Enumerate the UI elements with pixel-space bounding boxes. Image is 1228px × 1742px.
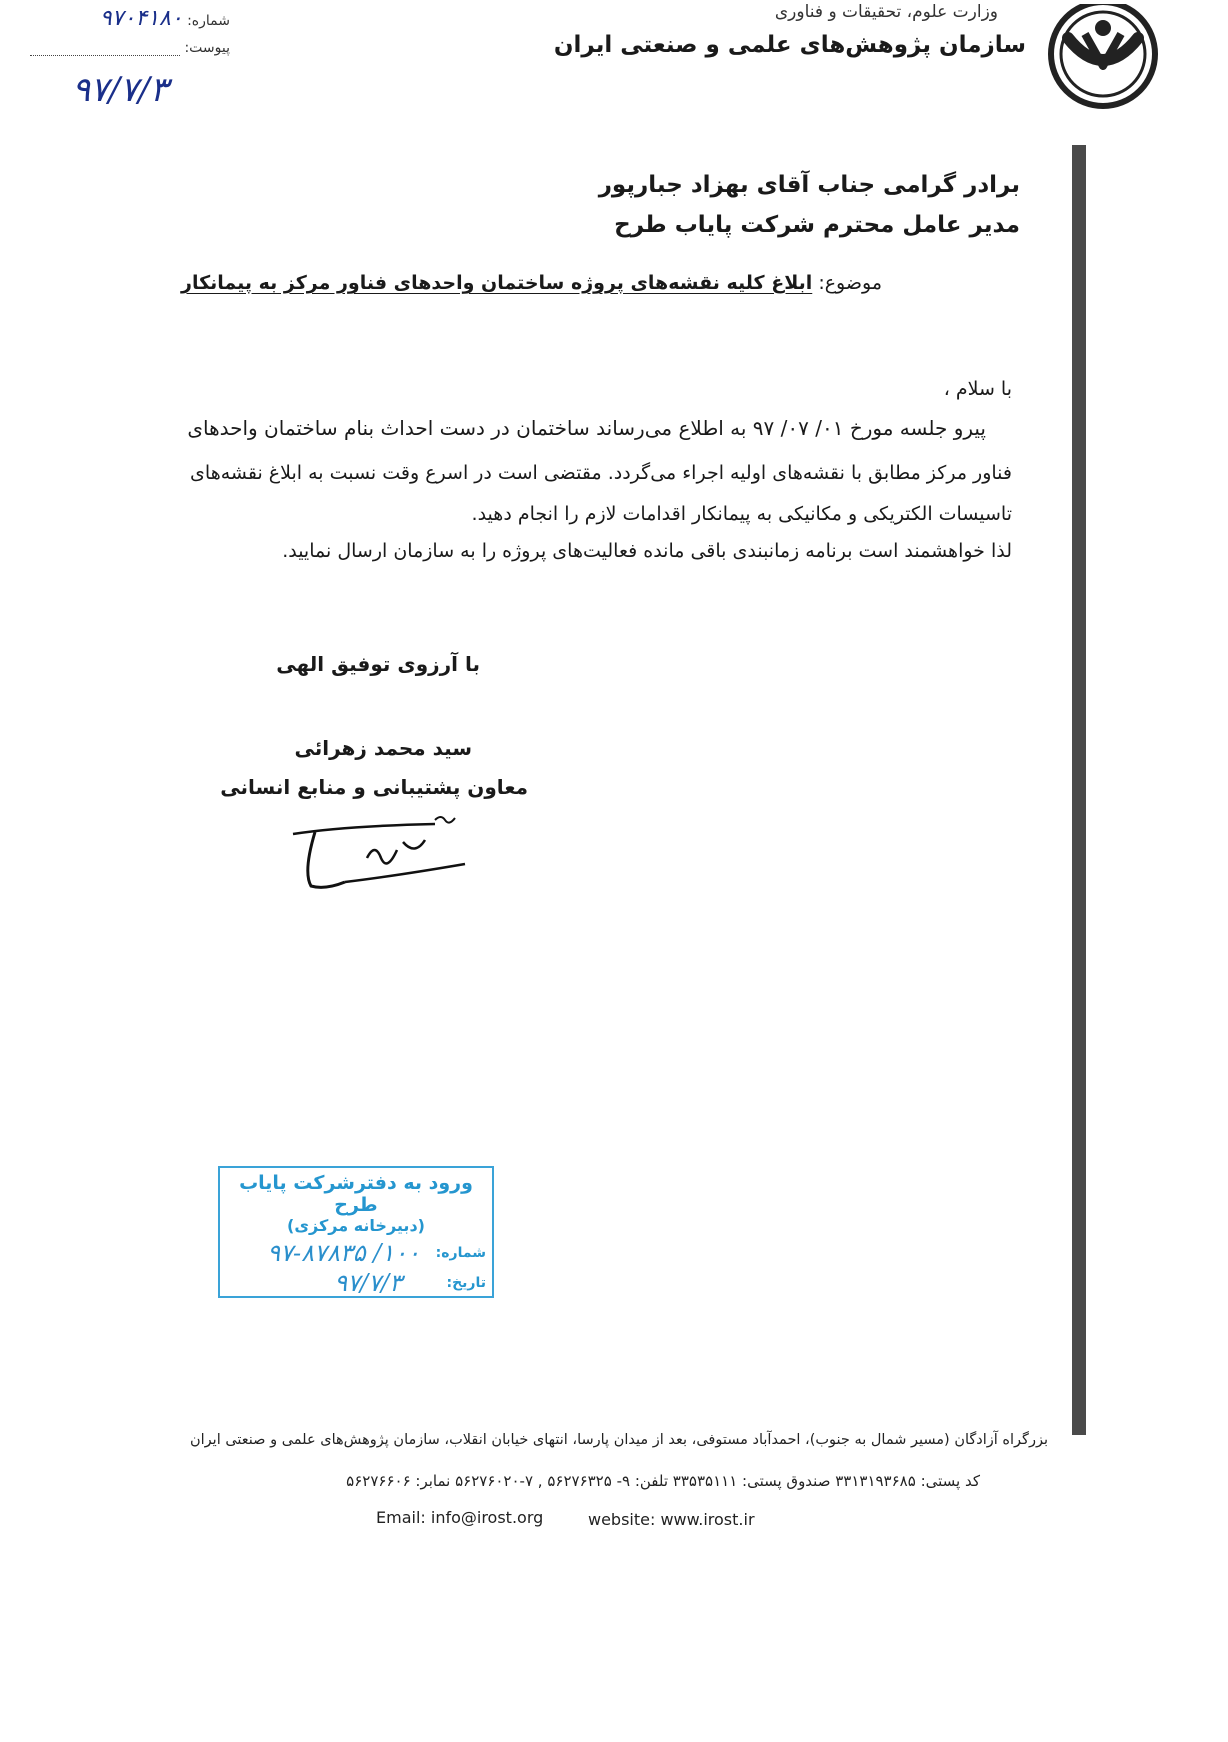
signature-icon <box>285 812 475 892</box>
greeting: با سلام ، <box>943 378 1012 400</box>
footer-email: Email: info@irost.org <box>376 1508 544 1527</box>
stamp-subtitle: (دبیرخانه مرکزی) <box>287 1216 425 1235</box>
attachment-row <box>30 40 230 56</box>
body-line-1: پیرو جلسه مورخ ۰۱/ ۰۷/ ۹۷ به اطلاع می‌رساند ساختمان در دست احداث بنام ساختمان واحدهای <box>187 416 986 440</box>
subject-row <box>181 272 882 294</box>
recipient-line-1: برادر گرامی جناب آقای بهزاد جبارپور <box>598 172 1020 198</box>
footer-website: website: www.irost.ir <box>588 1510 755 1529</box>
closing-wish: با آرزوی توفیق الهی <box>276 652 480 676</box>
attachment-label: پیوست: <box>184 40 230 56</box>
signer-title: معاون پشتیبانی و منابع انسانی <box>220 775 528 799</box>
body-line-4: لذا خواهشمند است برنامه زمانبندی باقی مانده فعالیت‌های پروژه را به سازمان ارسال نمایید. <box>282 540 1012 562</box>
recipient-line-2: مدیر عامل محترم شرکت پایاب طرح <box>614 212 1020 238</box>
stamp-date-row <box>220 1269 492 1299</box>
stamp-title: ورود به دفترشرکت پایاب طرح <box>239 1172 473 1216</box>
attachment-blank <box>30 41 180 56</box>
stamp-date-value: ۹۷/۷/۳ <box>334 1269 402 1297</box>
organization-name: سازمان پژوهش‌های علمی و صنعتی ایران <box>553 32 1026 58</box>
letter-number-label: شماره: <box>187 13 230 29</box>
footer-address: بزرگراه آزادگان (مسیر شمال به جنوب)، احمدآباد مستوفی، بعد از میدان پارسا، انتهای خیابان انقلاب، سازمان پژوهش‌های علمی و صنعتی ایران <box>189 1432 1048 1448</box>
footer-contacts: کد پستی: ۳۳۱۳۱۹۳۶۸۵ صندوق پستی: ۳۳۵۳۵۱۱۱ تلفن: ۹- ۵۶۲۷۶۳۲۵ , ۷-۵۶۲۷۶۰۲۰ نمابر: ۵۶۲۷۶۶۰۶ <box>346 1472 980 1490</box>
subject-text: ابلاغ کلیه نقشه‌های پروژه ساختمان واحدهای فناور مرکز به پیمانکار <box>181 272 813 294</box>
letter-number-value: ۹۷۰۴۱۸۰ <box>99 6 183 31</box>
body-line-3: تاسیسات الکتریکی و مکانیکی به پیمانکار اقدامات لازم را انجام دهید. <box>471 503 1012 525</box>
entry-stamp <box>218 1166 494 1298</box>
stamp-number-value: ۱۰۰/ ۹۷-۸۷۸۳۵ <box>267 1239 420 1267</box>
letter-number-row <box>30 6 230 31</box>
stamp-date-label: تاریخ: <box>446 1275 486 1291</box>
subject-label: موضوع: <box>818 272 882 294</box>
ministry-name: وزارت علوم، تحقیقات و فناوری <box>774 2 998 22</box>
irost-logo-icon <box>1030 4 1176 116</box>
handwritten-date: ۹۷/۷/۳ <box>72 70 168 110</box>
stamp-number-row <box>220 1239 492 1269</box>
signer-name: سید محمد زهرائی <box>294 736 472 760</box>
right-margin-bar <box>1072 145 1086 1435</box>
stamp-number-label: شماره: <box>435 1245 486 1261</box>
body-line-2: فناور مرکز مطابق با نقشه‌های اولیه اجراء می‌گردد. مقتضی است در اسرع وقت نسبت به ابلاغ نقشه‌های <box>190 462 1012 484</box>
